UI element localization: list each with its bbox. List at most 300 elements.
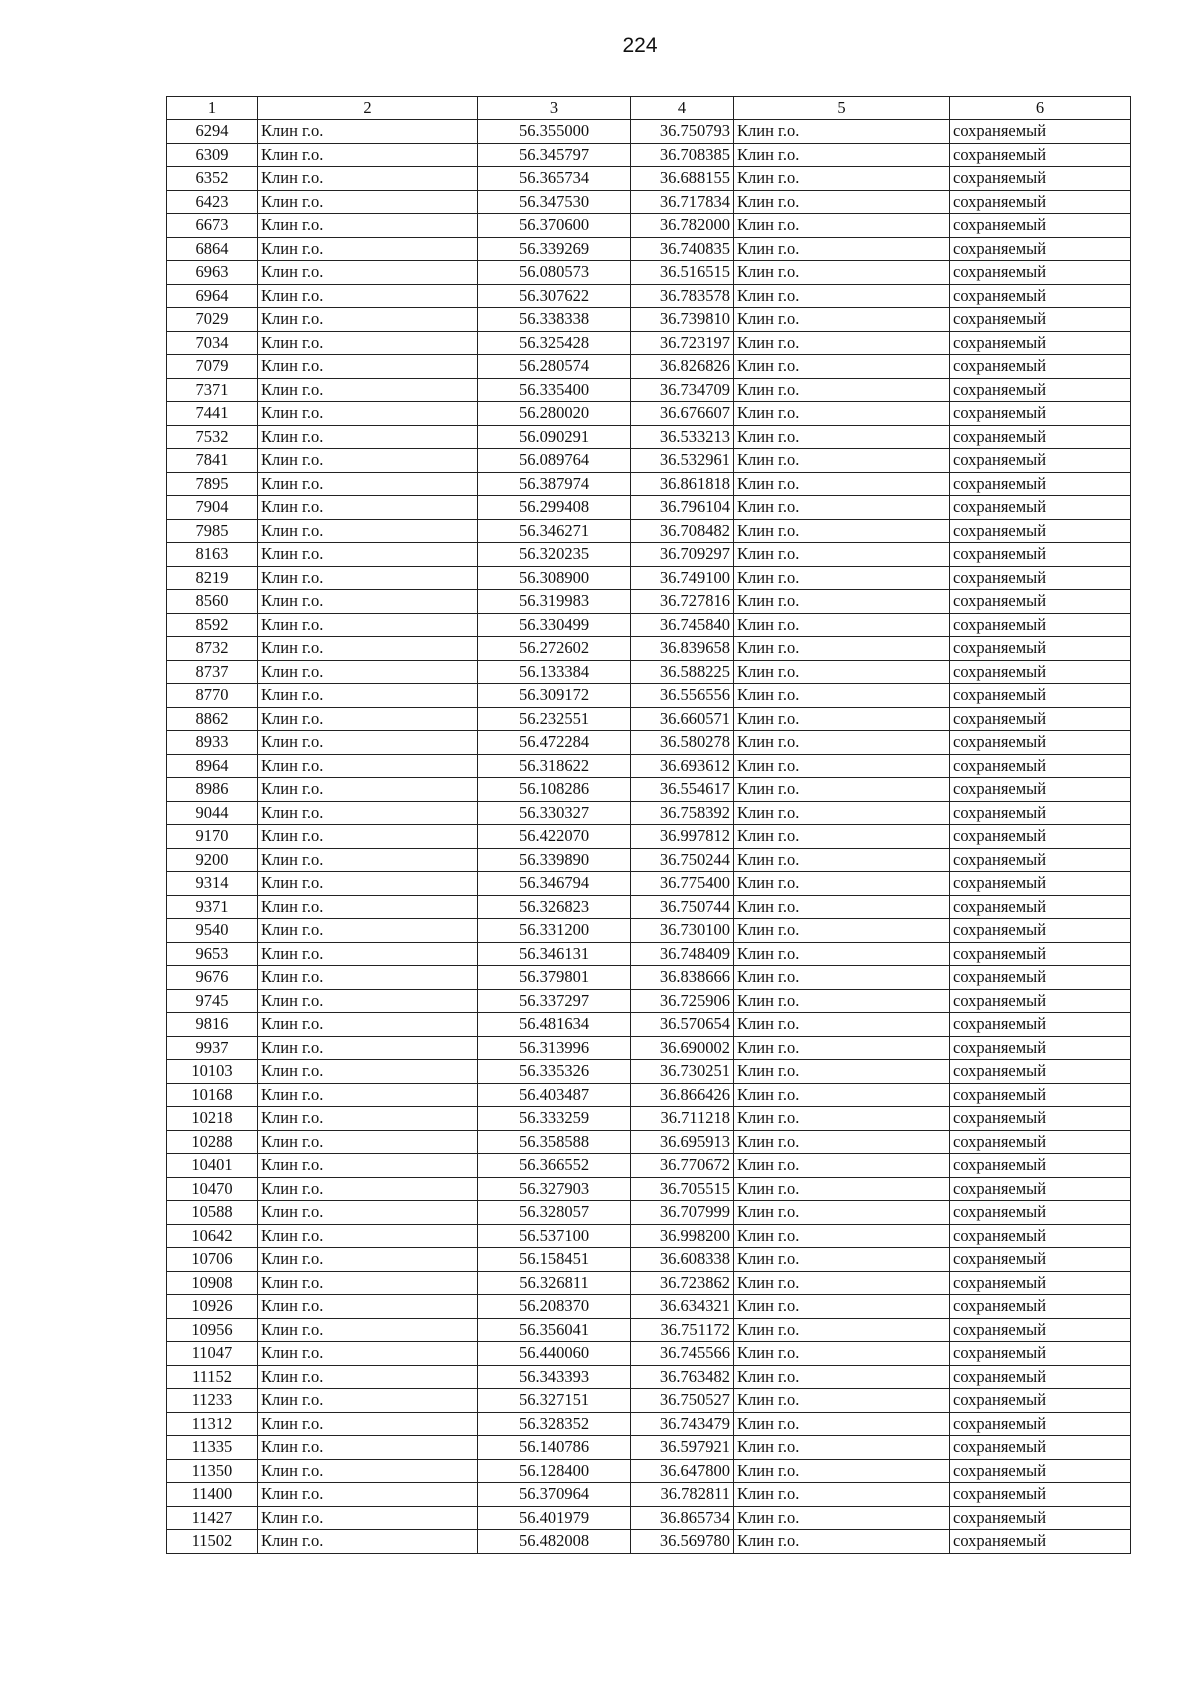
municipality-cell: Клин г.о. [258, 919, 478, 943]
latitude-cell: 56.326811 [478, 1271, 631, 1295]
column-header: 3 [478, 97, 631, 120]
row-id-cell: 7532 [167, 425, 258, 449]
table-row [167, 660, 1131, 684]
municipality-cell: Клин г.о. [258, 966, 478, 990]
status-cell: сохраняемый [950, 660, 1131, 684]
district-cell: Клин г.о. [734, 543, 950, 567]
status-cell: сохраняемый [950, 1342, 1131, 1366]
latitude-cell: 56.128400 [478, 1459, 631, 1483]
longitude-cell: 36.725906 [631, 989, 734, 1013]
municipality-cell: Клин г.о. [258, 214, 478, 238]
row-id-cell: 7079 [167, 355, 258, 379]
district-cell: Клин г.о. [734, 1154, 950, 1178]
latitude-cell: 56.338338 [478, 308, 631, 332]
table-row [167, 1459, 1131, 1483]
municipality-cell: Клин г.о. [258, 590, 478, 614]
municipality-cell: Клин г.о. [258, 1295, 478, 1319]
row-id-cell: 9314 [167, 872, 258, 896]
row-id-cell: 8732 [167, 637, 258, 661]
latitude-cell: 56.308900 [478, 566, 631, 590]
row-id-cell: 11312 [167, 1412, 258, 1436]
municipality-cell: Клин г.о. [258, 1130, 478, 1154]
municipality-cell: Клин г.о. [258, 989, 478, 1013]
status-cell: сохраняемый [950, 966, 1131, 990]
district-cell: Клин г.о. [734, 449, 950, 473]
latitude-cell: 56.309172 [478, 684, 631, 708]
status-cell: сохраняемый [950, 1295, 1131, 1319]
longitude-cell: 36.997812 [631, 825, 734, 849]
longitude-cell: 36.758392 [631, 801, 734, 825]
longitude-cell: 36.608338 [631, 1248, 734, 1272]
municipality-cell: Клин г.о. [258, 237, 478, 261]
table-row [167, 331, 1131, 355]
status-cell: сохраняемый [950, 1365, 1131, 1389]
table-row [167, 472, 1131, 496]
status-cell: сохраняемый [950, 1506, 1131, 1530]
status-cell: сохраняемый [950, 496, 1131, 520]
longitude-cell: 36.516515 [631, 261, 734, 285]
longitude-cell: 36.695913 [631, 1130, 734, 1154]
row-id-cell: 8163 [167, 543, 258, 567]
latitude-cell: 56.422070 [478, 825, 631, 849]
latitude-cell: 56.358588 [478, 1130, 631, 1154]
municipality-cell: Клин г.о. [258, 660, 478, 684]
column-header: 1 [167, 97, 258, 120]
municipality-cell: Клин г.о. [258, 1342, 478, 1366]
status-cell: сохраняемый [950, 355, 1131, 379]
longitude-cell: 36.745840 [631, 613, 734, 637]
municipality-cell: Клин г.о. [258, 1107, 478, 1131]
table-row [167, 1342, 1131, 1366]
table-row [167, 308, 1131, 332]
district-cell: Клин г.о. [734, 637, 950, 661]
status-cell: сохраняемый [950, 449, 1131, 473]
table-row [167, 1201, 1131, 1225]
row-id-cell: 10103 [167, 1060, 258, 1084]
table-header-row [167, 97, 1131, 120]
municipality-cell: Клин г.о. [258, 1412, 478, 1436]
status-cell: сохраняемый [950, 261, 1131, 285]
table-row [167, 872, 1131, 896]
row-id-cell: 9816 [167, 1013, 258, 1037]
latitude-cell: 56.232551 [478, 707, 631, 731]
latitude-cell: 56.440060 [478, 1342, 631, 1366]
longitude-cell: 36.998200 [631, 1224, 734, 1248]
table-row [167, 848, 1131, 872]
row-id-cell: 8592 [167, 613, 258, 637]
district-cell: Клин г.о. [734, 1224, 950, 1248]
longitude-cell: 36.734709 [631, 378, 734, 402]
municipality-cell: Клин г.о. [258, 472, 478, 496]
longitude-cell: 36.749100 [631, 566, 734, 590]
status-cell: сохраняемый [950, 1224, 1131, 1248]
latitude-cell: 56.355000 [478, 120, 631, 144]
table-row [167, 261, 1131, 285]
status-cell: сохраняемый [950, 237, 1131, 261]
page-number: 224 [622, 34, 658, 57]
status-cell: сохраняемый [950, 331, 1131, 355]
row-id-cell: 6352 [167, 167, 258, 191]
longitude-cell: 36.783578 [631, 284, 734, 308]
municipality-cell: Клин г.о. [258, 1389, 478, 1413]
table-row [167, 1483, 1131, 1507]
district-cell: Клин г.о. [734, 331, 950, 355]
table-row [167, 684, 1131, 708]
row-id-cell: 7904 [167, 496, 258, 520]
longitude-cell: 36.750527 [631, 1389, 734, 1413]
longitude-cell: 36.740835 [631, 237, 734, 261]
longitude-cell: 36.730251 [631, 1060, 734, 1084]
municipality-cell: Клин г.о. [258, 167, 478, 191]
table-row [167, 966, 1131, 990]
row-id-cell: 6673 [167, 214, 258, 238]
district-cell: Клин г.о. [734, 684, 950, 708]
table-row [167, 1130, 1131, 1154]
row-id-cell: 8964 [167, 754, 258, 778]
latitude-cell: 56.335326 [478, 1060, 631, 1084]
latitude-cell: 56.333259 [478, 1107, 631, 1131]
longitude-cell: 36.763482 [631, 1365, 734, 1389]
status-cell: сохраняемый [950, 308, 1131, 332]
table-row [167, 1389, 1131, 1413]
latitude-cell: 56.370964 [478, 1483, 631, 1507]
district-cell: Клин г.о. [734, 707, 950, 731]
latitude-cell: 56.481634 [478, 1013, 631, 1037]
municipality-cell: Клин г.о. [258, 1436, 478, 1460]
municipality-cell: Клин г.о. [258, 120, 478, 144]
district-cell: Клин г.о. [734, 590, 950, 614]
row-id-cell: 9676 [167, 966, 258, 990]
row-id-cell: 11350 [167, 1459, 258, 1483]
municipality-cell: Клин г.о. [258, 1013, 478, 1037]
longitude-cell: 36.707999 [631, 1201, 734, 1225]
table-body [167, 120, 1131, 1554]
latitude-cell: 56.370600 [478, 214, 631, 238]
district-cell: Клин г.о. [734, 519, 950, 543]
status-cell: сохраняемый [950, 1154, 1131, 1178]
longitude-cell: 36.866426 [631, 1083, 734, 1107]
district-cell: Клин г.о. [734, 801, 950, 825]
district-cell: Клин г.о. [734, 1060, 950, 1084]
table-row [167, 1530, 1131, 1554]
longitude-cell: 36.532961 [631, 449, 734, 473]
latitude-cell: 56.345797 [478, 143, 631, 167]
row-id-cell: 9371 [167, 895, 258, 919]
row-id-cell: 10168 [167, 1083, 258, 1107]
status-cell: сохраняемый [950, 566, 1131, 590]
table-row [167, 919, 1131, 943]
row-id-cell: 11047 [167, 1342, 258, 1366]
longitude-cell: 36.739810 [631, 308, 734, 332]
latitude-cell: 56.347530 [478, 190, 631, 214]
status-cell: сохраняемый [950, 1036, 1131, 1060]
latitude-cell: 56.356041 [478, 1318, 631, 1342]
district-cell: Клин г.о. [734, 754, 950, 778]
row-id-cell: 10401 [167, 1154, 258, 1178]
municipality-cell: Клин г.о. [258, 308, 478, 332]
district-cell: Клин г.о. [734, 1342, 950, 1366]
table-row [167, 167, 1131, 191]
status-cell: сохраняемый [950, 1389, 1131, 1413]
status-cell: сохраняемый [950, 1013, 1131, 1037]
table-row [167, 543, 1131, 567]
municipality-cell: Клин г.о. [258, 355, 478, 379]
latitude-cell: 56.320235 [478, 543, 631, 567]
district-cell: Клин г.о. [734, 167, 950, 191]
district-cell: Клин г.о. [734, 1107, 950, 1131]
row-id-cell: 10642 [167, 1224, 258, 1248]
longitude-cell: 36.533213 [631, 425, 734, 449]
row-id-cell: 9540 [167, 919, 258, 943]
row-id-cell: 7895 [167, 472, 258, 496]
municipality-cell: Клин г.о. [258, 1248, 478, 1272]
status-cell: сохраняемый [950, 1248, 1131, 1272]
district-cell: Клин г.о. [734, 378, 950, 402]
longitude-cell: 36.554617 [631, 778, 734, 802]
row-id-cell: 11152 [167, 1365, 258, 1389]
row-id-cell: 10908 [167, 1271, 258, 1295]
status-cell: сохраняемый [950, 425, 1131, 449]
table-row [167, 1271, 1131, 1295]
latitude-cell: 56.346131 [478, 942, 631, 966]
municipality-cell: Клин г.о. [258, 331, 478, 355]
table-row [167, 190, 1131, 214]
longitude-cell: 36.647800 [631, 1459, 734, 1483]
longitude-cell: 36.676607 [631, 402, 734, 426]
status-cell: сохраняемый [950, 519, 1131, 543]
longitude-cell: 36.723197 [631, 331, 734, 355]
latitude-cell: 56.299408 [478, 496, 631, 520]
district-cell: Клин г.о. [734, 919, 950, 943]
district-cell: Клин г.о. [734, 1483, 950, 1507]
longitude-cell: 36.727816 [631, 590, 734, 614]
latitude-cell: 56.280020 [478, 402, 631, 426]
status-cell: сохраняемый [950, 731, 1131, 755]
longitude-cell: 36.723862 [631, 1271, 734, 1295]
latitude-cell: 56.331200 [478, 919, 631, 943]
status-cell: сохраняемый [950, 778, 1131, 802]
status-cell: сохраняемый [950, 190, 1131, 214]
district-cell: Клин г.о. [734, 1295, 950, 1319]
table-row [167, 425, 1131, 449]
row-id-cell: 10706 [167, 1248, 258, 1272]
district-cell: Клин г.о. [734, 237, 950, 261]
municipality-cell: Клин г.о. [258, 637, 478, 661]
status-cell: сохраняемый [950, 143, 1131, 167]
row-id-cell: 7441 [167, 402, 258, 426]
longitude-cell: 36.750244 [631, 848, 734, 872]
district-cell: Клин г.о. [734, 848, 950, 872]
status-cell: сохраняемый [950, 707, 1131, 731]
district-cell: Клин г.о. [734, 402, 950, 426]
status-cell: сохраняемый [950, 543, 1131, 567]
longitude-cell: 36.717834 [631, 190, 734, 214]
municipality-cell: Клин г.о. [258, 1083, 478, 1107]
row-id-cell: 9653 [167, 942, 258, 966]
municipality-cell: Клин г.о. [258, 1483, 478, 1507]
district-cell: Клин г.о. [734, 731, 950, 755]
longitude-cell: 36.839658 [631, 637, 734, 661]
district-cell: Клин г.о. [734, 214, 950, 238]
status-cell: сохраняемый [950, 214, 1131, 238]
district-cell: Клин г.о. [734, 825, 950, 849]
district-cell: Клин г.о. [734, 355, 950, 379]
longitude-cell: 36.826826 [631, 355, 734, 379]
status-cell: сохраняемый [950, 402, 1131, 426]
longitude-cell: 36.775400 [631, 872, 734, 896]
municipality-cell: Клин г.о. [258, 284, 478, 308]
longitude-cell: 36.711218 [631, 1107, 734, 1131]
latitude-cell: 56.089764 [478, 449, 631, 473]
municipality-cell: Клин г.о. [258, 707, 478, 731]
status-cell: сохраняемый [950, 801, 1131, 825]
latitude-cell: 56.327151 [478, 1389, 631, 1413]
latitude-cell: 56.313996 [478, 1036, 631, 1060]
table-row [167, 1365, 1131, 1389]
table-row [167, 355, 1131, 379]
district-cell: Клин г.о. [734, 1130, 950, 1154]
row-id-cell: 11427 [167, 1506, 258, 1530]
status-cell: сохраняемый [950, 942, 1131, 966]
longitude-cell: 36.709297 [631, 543, 734, 567]
row-id-cell: 8219 [167, 566, 258, 590]
row-id-cell: 8862 [167, 707, 258, 731]
municipality-cell: Клин г.о. [258, 942, 478, 966]
status-cell: сохраняемый [950, 637, 1131, 661]
table-row [167, 637, 1131, 661]
latitude-cell: 56.346794 [478, 872, 631, 896]
district-cell: Клин г.о. [734, 143, 950, 167]
district-cell: Клин г.о. [734, 1036, 950, 1060]
latitude-cell: 56.080573 [478, 261, 631, 285]
longitude-cell: 36.750793 [631, 120, 734, 144]
longitude-cell: 36.708385 [631, 143, 734, 167]
district-cell: Клин г.о. [734, 284, 950, 308]
table-row [167, 895, 1131, 919]
table-row [167, 1036, 1131, 1060]
municipality-cell: Клин г.о. [258, 1365, 478, 1389]
district-cell: Клин г.о. [734, 496, 950, 520]
latitude-cell: 56.335400 [478, 378, 631, 402]
table-row [167, 378, 1131, 402]
longitude-cell: 36.748409 [631, 942, 734, 966]
row-id-cell: 8933 [167, 731, 258, 755]
longitude-cell: 36.751172 [631, 1318, 734, 1342]
municipality-cell: Клин г.о. [258, 848, 478, 872]
table-row [167, 778, 1131, 802]
municipality-cell: Клин г.о. [258, 1271, 478, 1295]
municipality-cell: Клин г.о. [258, 143, 478, 167]
latitude-cell: 56.482008 [478, 1530, 631, 1554]
row-id-cell: 11233 [167, 1389, 258, 1413]
row-id-cell: 11335 [167, 1436, 258, 1460]
table-row [167, 566, 1131, 590]
latitude-cell: 56.337297 [478, 989, 631, 1013]
latitude-cell: 56.346271 [478, 519, 631, 543]
district-cell: Клин г.о. [734, 1201, 950, 1225]
latitude-cell: 56.343393 [478, 1365, 631, 1389]
table-row [167, 942, 1131, 966]
district-cell: Клин г.о. [734, 472, 950, 496]
table-row [167, 989, 1131, 1013]
latitude-cell: 56.330499 [478, 613, 631, 637]
status-cell: сохраняемый [950, 284, 1131, 308]
latitude-cell: 56.472284 [478, 731, 631, 755]
municipality-cell: Клин г.о. [258, 496, 478, 520]
latitude-cell: 56.158451 [478, 1248, 631, 1272]
status-cell: сохраняемый [950, 1318, 1131, 1342]
district-cell: Клин г.о. [734, 190, 950, 214]
municipality-cell: Клин г.о. [258, 1036, 478, 1060]
latitude-cell: 56.339269 [478, 237, 631, 261]
district-cell: Клин г.о. [734, 1365, 950, 1389]
latitude-cell: 56.328352 [478, 1412, 631, 1436]
district-cell: Клин г.о. [734, 1271, 950, 1295]
table-row [167, 1224, 1131, 1248]
municipality-cell: Клин г.о. [258, 731, 478, 755]
row-id-cell: 8737 [167, 660, 258, 684]
table-row [167, 1013, 1131, 1037]
latitude-cell: 56.327903 [478, 1177, 631, 1201]
district-cell: Клин г.о. [734, 1177, 950, 1201]
status-cell: сохраняемый [950, 989, 1131, 1013]
latitude-cell: 56.319983 [478, 590, 631, 614]
status-cell: сохраняемый [950, 754, 1131, 778]
district-cell: Клин г.о. [734, 1530, 950, 1554]
latitude-cell: 56.208370 [478, 1295, 631, 1319]
municipality-cell: Клин г.о. [258, 425, 478, 449]
district-cell: Клин г.о. [734, 1389, 950, 1413]
longitude-cell: 36.570654 [631, 1013, 734, 1037]
row-id-cell: 7371 [167, 378, 258, 402]
district-cell: Клин г.о. [734, 308, 950, 332]
table-row [167, 613, 1131, 637]
latitude-cell: 56.140786 [478, 1436, 631, 1460]
status-cell: сохраняемый [950, 1201, 1131, 1225]
longitude-cell: 36.556556 [631, 684, 734, 708]
column-header: 6 [950, 97, 1131, 120]
row-id-cell: 7841 [167, 449, 258, 473]
longitude-cell: 36.861818 [631, 472, 734, 496]
district-cell: Клин г.о. [734, 1459, 950, 1483]
municipality-cell: Клин г.о. [258, 190, 478, 214]
status-cell: сохраняемый [950, 167, 1131, 191]
municipality-cell: Клин г.о. [258, 1459, 478, 1483]
latitude-cell: 56.328057 [478, 1201, 631, 1225]
longitude-cell: 36.569780 [631, 1530, 734, 1554]
status-cell: сохраняемый [950, 120, 1131, 144]
district-cell: Клин г.о. [734, 895, 950, 919]
row-id-cell: 6309 [167, 143, 258, 167]
longitude-cell: 36.660571 [631, 707, 734, 731]
row-id-cell: 7985 [167, 519, 258, 543]
longitude-cell: 36.634321 [631, 1295, 734, 1319]
status-cell: сохраняемый [950, 1107, 1131, 1131]
longitude-cell: 36.693612 [631, 754, 734, 778]
district-cell: Клин г.о. [734, 261, 950, 285]
table-row [167, 496, 1131, 520]
municipality-cell: Клин г.о. [258, 825, 478, 849]
status-cell: сохраняемый [950, 1483, 1131, 1507]
row-id-cell: 11502 [167, 1530, 258, 1554]
district-cell: Клин г.о. [734, 660, 950, 684]
district-cell: Клин г.о. [734, 120, 950, 144]
table-row [167, 1436, 1131, 1460]
data-table [166, 96, 1131, 1554]
longitude-cell: 36.580278 [631, 731, 734, 755]
table-row [167, 1083, 1131, 1107]
district-cell: Клин г.о. [734, 872, 950, 896]
